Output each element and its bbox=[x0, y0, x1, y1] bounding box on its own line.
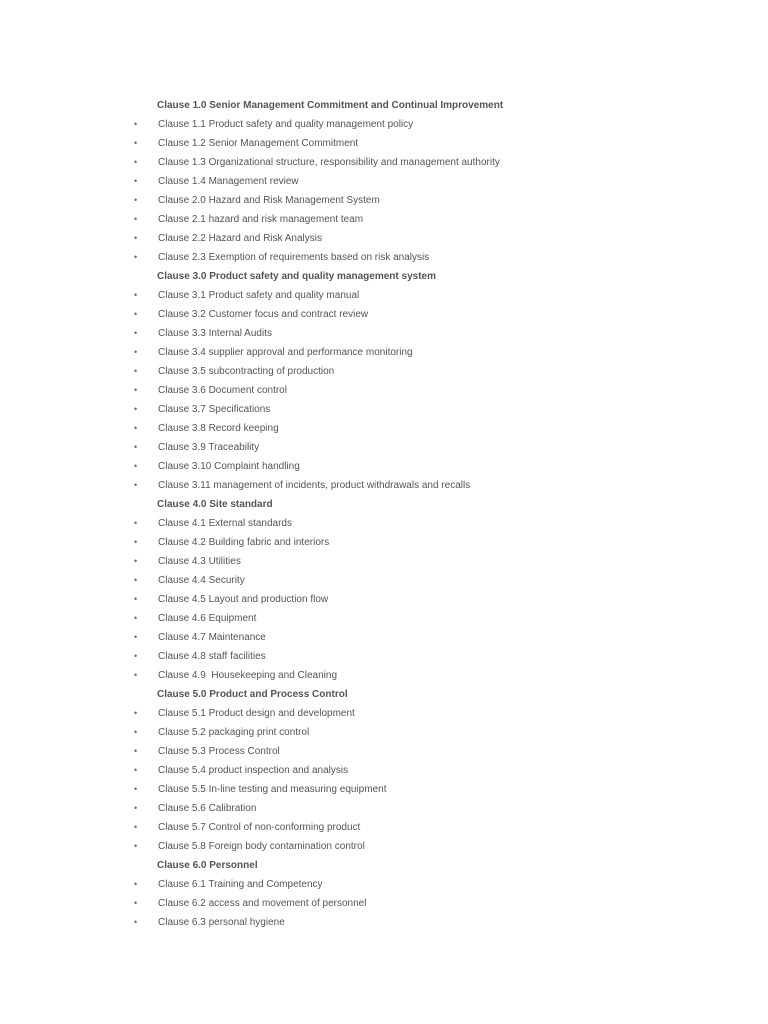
bullet-icon: • bbox=[134, 898, 138, 908]
list-item-text: Clause 1.2 Senior Management Commitment bbox=[158, 138, 359, 149]
list-item-text: Clause 5.3 Process Control bbox=[158, 746, 280, 757]
bullet-icon: • bbox=[134, 708, 138, 718]
list-item-text: Clause 6.1 Training and Competency bbox=[158, 879, 323, 890]
list-item-text: Clause 4.2 Building fabric and interiors bbox=[158, 537, 330, 548]
list-item bbox=[0, 286, 768, 305]
bullet-icon: • bbox=[134, 461, 138, 471]
list-item-text: Clause 3.11 management of incidents, product withdrawals and recalls bbox=[158, 480, 471, 491]
bullet-icon: • bbox=[134, 347, 138, 357]
list-item bbox=[0, 894, 768, 913]
list-item-text: Clause 3.10 Complaint handling bbox=[158, 461, 300, 472]
list-item-text: Clause 1.3 Organizational structure, responsibility and management authority bbox=[158, 157, 500, 168]
list-item-text: Clause 1.4 Management review bbox=[158, 176, 299, 187]
bullet-icon: • bbox=[134, 803, 138, 813]
list-item-text: Clause 5.8 Foreign body contamination control bbox=[158, 841, 365, 852]
section-heading bbox=[0, 96, 768, 115]
bullet-icon: • bbox=[134, 423, 138, 433]
bullet-icon: • bbox=[134, 290, 138, 300]
list-item bbox=[0, 210, 768, 229]
list-item bbox=[0, 248, 768, 267]
bullet-icon: • bbox=[134, 670, 138, 680]
list-item bbox=[0, 571, 768, 590]
list-item bbox=[0, 115, 768, 134]
bullet-icon: • bbox=[134, 556, 138, 566]
bullet-icon: • bbox=[134, 727, 138, 737]
list-item bbox=[0, 343, 768, 362]
list-item bbox=[0, 837, 768, 856]
section-heading bbox=[0, 267, 768, 286]
section-heading bbox=[0, 856, 768, 875]
list-item-text: Clause 3.6 Document control bbox=[158, 385, 287, 396]
bullet-icon: • bbox=[134, 404, 138, 414]
list-item-text: Clause 3.8 Record keeping bbox=[158, 423, 279, 434]
bullet-icon: • bbox=[134, 176, 138, 186]
list-item-text: Clause 5.5 In-line testing and measuring equipment bbox=[158, 784, 387, 795]
bullet-icon: • bbox=[134, 252, 138, 262]
list-item bbox=[0, 609, 768, 628]
bullet-icon: • bbox=[134, 442, 138, 452]
list-item bbox=[0, 324, 768, 343]
list-item bbox=[0, 742, 768, 761]
list-item-text: Clause 6.2 access and movement of personnel bbox=[158, 898, 367, 909]
list-item bbox=[0, 704, 768, 723]
list-item-text: Clause 1.1 Product safety and quality management policy bbox=[158, 119, 414, 130]
section-heading-text: Clause 1.0 Senior Management Commitment and Continual Improvement bbox=[157, 100, 504, 111]
list-item bbox=[0, 153, 768, 172]
list-item bbox=[0, 172, 768, 191]
section-heading bbox=[0, 495, 768, 514]
list-item bbox=[0, 666, 768, 685]
bullet-icon: • bbox=[134, 138, 138, 148]
list-item bbox=[0, 552, 768, 571]
list-item bbox=[0, 780, 768, 799]
list-item-text: Clause 4.4 Security bbox=[158, 575, 245, 586]
list-item-text: Clause 4.8 staff facilities bbox=[158, 651, 266, 662]
bullet-icon: • bbox=[134, 632, 138, 642]
list-item-text: Clause 5.2 packaging print control bbox=[158, 727, 310, 738]
bullet-icon: • bbox=[134, 157, 138, 167]
list-item-text: Clause 4.9 Housekeeping and Cleaning bbox=[158, 670, 338, 681]
list-item-text: Clause 5.7 Control of non-conforming product bbox=[158, 822, 361, 833]
bullet-icon: • bbox=[134, 518, 138, 528]
bullet-icon: • bbox=[134, 746, 138, 756]
list-item bbox=[0, 419, 768, 438]
bullet-icon: • bbox=[134, 328, 138, 338]
list-item bbox=[0, 628, 768, 647]
list-item-text: Clause 3.5 subcontracting of production bbox=[158, 366, 335, 377]
list-item-text: Clause 2.0 Hazard and Risk Management System bbox=[158, 195, 380, 206]
section-heading bbox=[0, 685, 768, 704]
bullet-icon: • bbox=[134, 841, 138, 851]
section-heading-text: Clause 5.0 Product and Process Control bbox=[157, 689, 348, 700]
bullet-icon: • bbox=[134, 309, 138, 319]
list-item bbox=[0, 913, 768, 932]
bullet-icon: • bbox=[134, 594, 138, 604]
list-item-text: Clause 4.6 Equipment bbox=[158, 613, 257, 624]
list-item-text: Clause 4.3 Utilities bbox=[158, 556, 241, 567]
bullet-icon: • bbox=[134, 119, 138, 129]
list-item bbox=[0, 362, 768, 381]
bullet-icon: • bbox=[134, 385, 138, 395]
list-item bbox=[0, 723, 768, 742]
list-item bbox=[0, 533, 768, 552]
bullet-icon: • bbox=[134, 537, 138, 547]
list-item-text: Clause 3.4 supplier approval and performance monitoring bbox=[158, 347, 413, 358]
list-item bbox=[0, 647, 768, 666]
bullet-icon: • bbox=[134, 214, 138, 224]
list-item bbox=[0, 381, 768, 400]
list-item-text: Clause 4.7 Maintenance bbox=[158, 632, 266, 643]
list-item bbox=[0, 305, 768, 324]
list-item bbox=[0, 457, 768, 476]
list-item bbox=[0, 818, 768, 837]
bullet-icon: • bbox=[134, 917, 138, 927]
list-item-text: Clause 5.4 product inspection and analysis bbox=[158, 765, 349, 776]
bullet-icon: • bbox=[134, 651, 138, 661]
list-item bbox=[0, 400, 768, 419]
list-item-text: Clause 2.2 Hazard and Risk Analysis bbox=[158, 233, 322, 244]
list-item bbox=[0, 476, 768, 495]
list-item-text: Clause 6.3 personal hygiene bbox=[158, 917, 285, 928]
bullet-icon: • bbox=[134, 822, 138, 832]
list-item bbox=[0, 590, 768, 609]
list-item-text: Clause 2.3 Exemption of requirements based on risk analysis bbox=[158, 252, 430, 263]
list-item-text: Clause 3.3 Internal Audits bbox=[158, 328, 272, 339]
list-item-text: Clause 5.6 Calibration bbox=[158, 803, 257, 814]
list-item bbox=[0, 438, 768, 457]
list-item bbox=[0, 875, 768, 894]
list-item bbox=[0, 514, 768, 533]
section-heading-text: Clause 3.0 Product safety and quality management system bbox=[157, 271, 436, 282]
bullet-icon: • bbox=[134, 480, 138, 490]
bullet-icon: • bbox=[134, 233, 138, 243]
list-item bbox=[0, 761, 768, 780]
list-item-text: Clause 3.7 Specifications bbox=[158, 404, 271, 415]
bullet-icon: • bbox=[134, 784, 138, 794]
list-item bbox=[0, 799, 768, 818]
list-item-text: Clause 5.1 Product design and development bbox=[158, 708, 355, 719]
bullet-icon: • bbox=[134, 575, 138, 585]
list-item-text: Clause 4.1 External standards bbox=[158, 518, 292, 529]
bullet-icon: • bbox=[134, 613, 138, 623]
list-item-text: Clause 3.1 Product safety and quality manual bbox=[158, 290, 360, 301]
list-item bbox=[0, 134, 768, 153]
bullet-icon: • bbox=[134, 366, 138, 376]
list-item bbox=[0, 191, 768, 210]
section-heading-text: Clause 4.0 Site standard bbox=[157, 499, 273, 510]
list-item bbox=[0, 229, 768, 248]
bullet-icon: • bbox=[134, 195, 138, 205]
bullet-icon: • bbox=[134, 765, 138, 775]
bullet-icon: • bbox=[134, 879, 138, 889]
list-item-text: Clause 3.9 Traceability bbox=[158, 442, 260, 453]
list-item-text: Clause 4.5 Layout and production flow bbox=[158, 594, 329, 605]
section-heading-text: Clause 6.0 Personnel bbox=[157, 860, 258, 871]
list-item-text: Clause 3.2 Customer focus and contract review bbox=[158, 309, 369, 320]
list-item-text: Clause 2.1 hazard and risk management team bbox=[158, 214, 364, 225]
clause-list bbox=[0, 96, 768, 932]
